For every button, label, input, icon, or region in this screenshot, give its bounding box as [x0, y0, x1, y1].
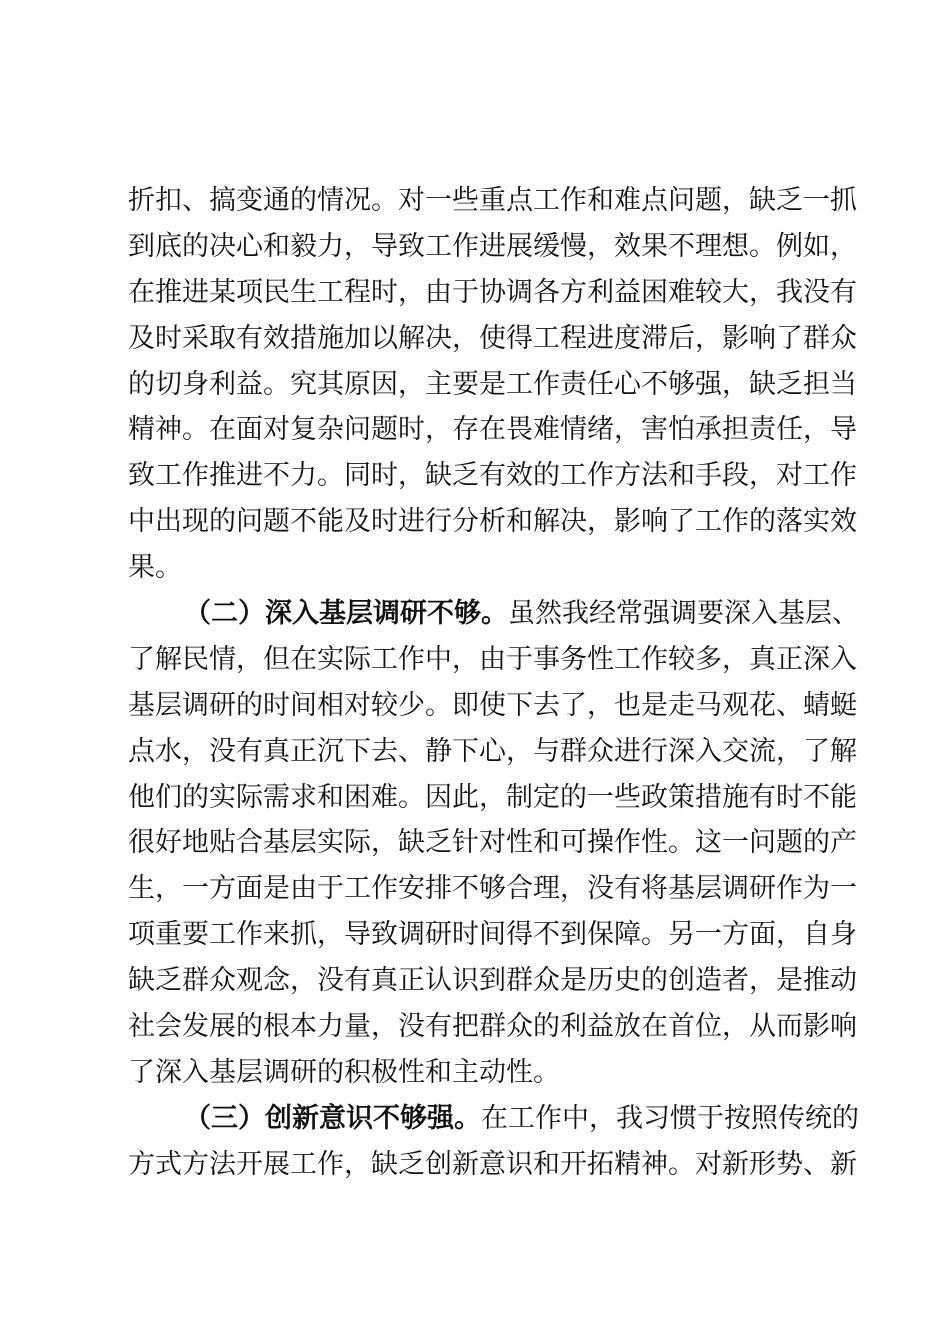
text-line: 中出现的问题不能及时进行分析和解决，影响了工作的落实效	[128, 506, 857, 538]
text-line: 致工作推进不力。同时，缺乏有效的工作方法和手段，对工作	[128, 460, 857, 492]
section-first-line	[128, 1096, 859, 1142]
text-line: 生，一方面是由于工作安排不够合理，没有将基层调研作为一	[128, 873, 857, 905]
text-line: 方式方法开展工作，缺乏创新意识和开拓精神。对新形势、新	[128, 1148, 857, 1180]
text-line: 了深入基层调研的积极性和主动性。	[128, 1056, 560, 1088]
text-line: 很好地贴合基层实际，缺乏针对性和可操作性。这一问题的产	[128, 827, 857, 859]
section-text: 在工作中，我习惯于按照传统的	[481, 1102, 859, 1134]
text-line: 点水，没有真正沉下去、静下心，与群众进行深入交流，了解	[128, 735, 857, 767]
text-line: 在推进某项民生工程时，由于协调各方利益困难较大，我没有	[128, 276, 857, 308]
text-line: 的切身利益。究其原因，主要是工作责任心不够强，缺乏担当	[128, 368, 857, 400]
section-heading: （二）深入基层调研不够。	[184, 598, 508, 630]
section-heading: （三）创新意识不够强。	[184, 1102, 481, 1134]
text-line: 缺乏群众观念，没有真正认识到群众是历史的创造者，是推动	[128, 965, 857, 997]
text-line: 基层调研的时间相对较少。即使下去了，也是走马观花、蜻蜓	[128, 689, 857, 721]
text-line: 折扣、搞变通的情况。对一些重点工作和难点问题，缺乏一抓	[128, 185, 857, 216]
body-text	[128, 178, 859, 1188]
text-line: 社会发展的根本力量，没有把群众的利益放在首位，从而影响	[128, 1011, 857, 1043]
text-line: 果。	[128, 552, 182, 584]
text-line: 及时采取有效措施加以解决，使得工程进度滞后，影响了群众	[128, 322, 857, 354]
text-line: 他们的实际需求和困难。因此，制定的一些政策措施有时不能	[128, 781, 857, 813]
text-line: 项重要工作来抓，导致调研时间得不到保障。另一方面，自身	[128, 919, 857, 951]
section-text: 虽然我经常强调要深入基层、	[508, 598, 859, 630]
text-line: 了解民情，但在实际工作中，由于事务性工作较多，真正深入	[128, 643, 857, 675]
text-line: 到底的决心和毅力，导致工作进展缓慢，效果不理想。例如，	[128, 230, 857, 262]
text-line: 精神。在面对复杂问题时，存在畏难情绪，害怕承担责任，导	[128, 414, 857, 446]
section-first-line	[128, 591, 859, 637]
